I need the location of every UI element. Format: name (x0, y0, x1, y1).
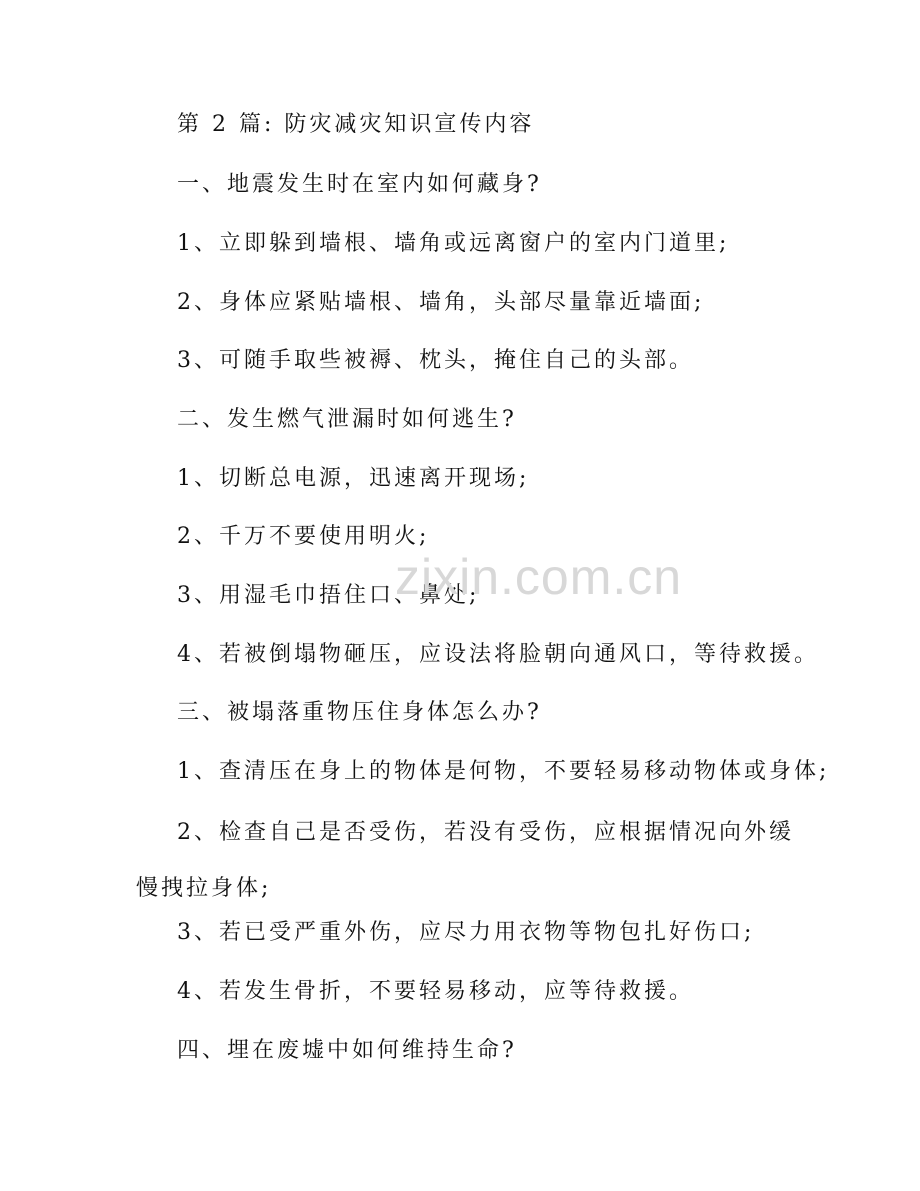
section-1-item-3: 3、可随手取些被褥、枕头，掩住自己的头部。 (177, 348, 694, 373)
section-3-item-2: 2、检查自己是否受伤，若没有受伤，应根据情况向外缓慢拽拉身体; (136, 820, 794, 901)
section-2-item-2: 2、千万不要使用明火; (177, 524, 430, 549)
section-3-item-3: 3、若已受严重外伤，应尽力用衣物等物包扎好伤口; (177, 920, 755, 945)
section-2-item-4: 4、若被倒塌物砸压，应设法将脸朝向通风口，等待救援。 (177, 642, 819, 667)
section-3-heading: 三、被塌落重物压住身体怎么办? (177, 700, 542, 725)
document-title: 第 2 篇: 防灾减灾知识宣传内容 (177, 112, 535, 137)
section-3-item-1: 1、查清压在身上的物体是何物，不要轻易移动物体或身体; (177, 759, 830, 784)
section-2-heading: 二、发生燃气泄漏时如何逃生? (177, 407, 517, 432)
section-1-item-1: 1、立即躲到墙根、墙角或远离窗户的室内门道里; (177, 231, 730, 256)
section-2-item-3: 3、用湿毛巾捂住口、鼻处; (177, 583, 480, 608)
watermark-text: zixin.com.cn (395, 549, 683, 605)
section-1-item-2: 2、身体应紧贴墙根、墙角，头部尽量靠近墙面; (177, 290, 705, 315)
section-4-heading: 四、埋在废墟中如何维持生命? (177, 1038, 517, 1063)
section-2-item-1: 1、切断总电源，迅速离开现场; (177, 466, 530, 491)
section-3-item-4: 4、若发生骨折，不要轻易移动，应等待救援。 (177, 979, 694, 1004)
section-1-heading: 一、地震发生时在室内如何藏身? (177, 172, 542, 197)
